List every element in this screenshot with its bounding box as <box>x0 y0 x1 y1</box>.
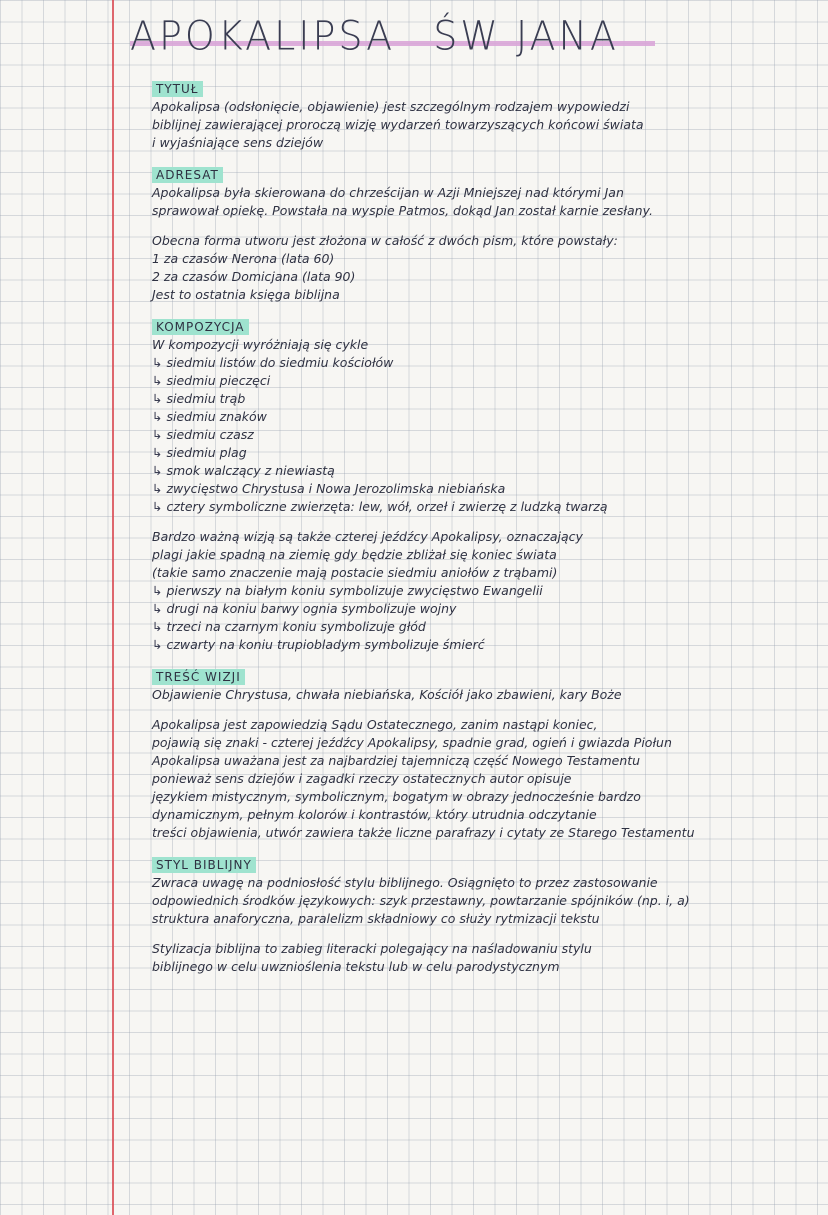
tresc-para-line: Apokalipsa uważana jest za najbardziej tajemniczą część Nowego Testamentu <box>152 753 641 768</box>
kompozycja-para-line: Bardzo ważną wizją są także czterej jeźdźcy Apokalipsy, oznaczający <box>152 529 583 544</box>
title-part-1: APOKALIPSA <box>130 12 396 60</box>
tresc-line: Objawienie Chrystusa, chwała niebiańska, Kościół jako zbawieni, kary Boże <box>152 687 622 702</box>
arrow-icon: ↳ <box>152 481 163 496</box>
list-item: ↳ smok walczący z niewiastą <box>152 463 335 478</box>
arrow-icon: ↳ <box>152 427 163 442</box>
heading-styl: STYL BIBLIJNY <box>152 857 256 873</box>
section-adresat <box>152 166 812 304</box>
styl-para-line: Zwraca uwagę na podniosłość stylu biblijnego. Osiągnięto to przez zastosowanie <box>152 875 658 890</box>
styl-para-line: Stylizacja biblijna to zabieg literacki polegający na naśladowaniu stylu <box>152 941 592 956</box>
list-item: ↳ siedmiu pieczęci <box>152 373 271 388</box>
styl-para-line: biblijnego w celu uwznioślenia tekstu lub w celu parodystycznym <box>152 959 560 974</box>
arrow-icon: ↳ <box>152 409 163 424</box>
list-item: ↳ drugi na koniu barwy ognia symbolizuje wojny <box>152 601 457 616</box>
tresc-para-line: ponieważ sens dziejów i zagadki rzeczy ostatecznych autor opisuje <box>152 771 572 786</box>
kompozycja-para-line: plagi jakie spadną na ziemię gdy będzie zbliżał się koniec świata <box>152 547 557 562</box>
section-kompozycja <box>152 318 812 654</box>
list-item: ↳ siedmiu trąb <box>152 391 246 406</box>
adresat-line: Obecna forma utworu jest złożona w całość z dwóch pism, które powstały: <box>152 233 618 248</box>
list-item: ↳ siedmiu czasz <box>152 427 254 442</box>
tresc-para-line: językiem mistycznym, symbolicznym, bogatym w obrazy jednocześnie bardzo <box>152 789 641 804</box>
section-styl <box>152 856 812 976</box>
arrow-icon: ↳ <box>152 499 163 514</box>
heading-tresc: TREŚĆ WIZJI <box>152 669 245 685</box>
tytul-line: Apokalipsa (odsłonięcie, objawienie) jest szczególnym rodzajem wypowiedzi <box>152 99 630 114</box>
title-part-2: ŚW JANA <box>433 12 619 60</box>
styl-para-line: odpowiednich środków językowych: szyk przestawny, powtarzanie spójników (np. i, a) <box>152 893 690 908</box>
list-item: ↳ siedmiu znaków <box>152 409 267 424</box>
heading-tytul: TYTUŁ <box>152 81 203 97</box>
section-tresc <box>152 668 812 842</box>
red-margin-line <box>112 0 114 1215</box>
adresat-line: Apokalipsa była skierowana do chrześcijan w Azji Mniejszej nad którymi Jan <box>152 185 624 200</box>
list-item: ↳ siedmiu listów do siedmiu kościołów <box>152 355 394 370</box>
tresc-para-line: treści objawienia, utwór zawiera także liczne parafrazy i cytaty ze Starego Testamentu <box>152 825 695 840</box>
arrow-icon: ↳ <box>152 619 163 634</box>
tytul-line: i wyjaśniające sens dziejów <box>152 135 324 150</box>
heading-kompozycja: KOMPOZYCJA <box>152 319 249 335</box>
page-title <box>130 14 619 58</box>
section-tytul <box>152 80 812 152</box>
list-item: ↳ pierwszy na białym koniu symbolizuje zwycięstwo Ewangelii <box>152 583 543 598</box>
list-item: ↳ siedmiu plag <box>152 445 247 460</box>
tresc-para-line: Apokalipsa jest zapowiedzią Sądu Ostatecznego, zanim nastąpi koniec, <box>152 717 598 732</box>
tresc-para-line: dynamicznym, pełnym kolorów i kontrastów, który utrudnia odczytanie <box>152 807 597 822</box>
adresat-line: 2 za czasów Domicjana (lata 90) <box>152 269 356 284</box>
list-item: ↳ zwycięstwo Chrystusa i Nowa Jerozolimska niebiańska <box>152 481 506 496</box>
styl-para-line: struktura anaforyczna, paralelizm składniowy co służy rytmizacji tekstu <box>152 911 600 926</box>
arrow-icon: ↳ <box>152 583 163 598</box>
arrow-icon: ↳ <box>152 463 163 478</box>
adresat-line: 1 za czasów Nerona (lata 60) <box>152 251 335 266</box>
kompozycja-intro: W kompozycji wyróżniają się cykle <box>152 337 369 352</box>
arrow-icon: ↳ <box>152 445 163 460</box>
adresat-line: sprawował opiekę. Powstała na wyspie Patmos, dokąd Jan został karnie zesłany. <box>152 203 653 218</box>
arrow-icon: ↳ <box>152 373 163 388</box>
arrow-icon: ↳ <box>152 355 163 370</box>
arrow-icon: ↳ <box>152 601 163 616</box>
kompozycja-para-line: (takie samo znaczenie mają postacie siedmiu aniołów z trąbami) <box>152 565 558 580</box>
heading-adresat: ADRESAT <box>152 167 223 183</box>
list-item: ↳ czwarty na koniu trupiobladym symbolizuje śmierć <box>152 637 485 652</box>
arrow-icon: ↳ <box>152 637 163 652</box>
list-item: ↳ cztery symboliczne zwierzęta: lew, wół, orzeł i zwierzę z ludzką twarzą <box>152 499 608 514</box>
arrow-icon: ↳ <box>152 391 163 406</box>
tresc-para-line: pojawią się znaki - czterej jeźdźcy Apokalipsy, spadnie grad, ogień i gwiazda Piołun <box>152 735 672 750</box>
adresat-line: Jest to ostatnia księga biblijna <box>152 287 340 302</box>
tytul-line: biblijnej zawierającej proroczą wizję wydarzeń towarzyszących końcowi świata <box>152 117 644 132</box>
list-item: ↳ trzeci na czarnym koniu symbolizuje głód <box>152 619 426 634</box>
notes-content <box>152 80 812 990</box>
